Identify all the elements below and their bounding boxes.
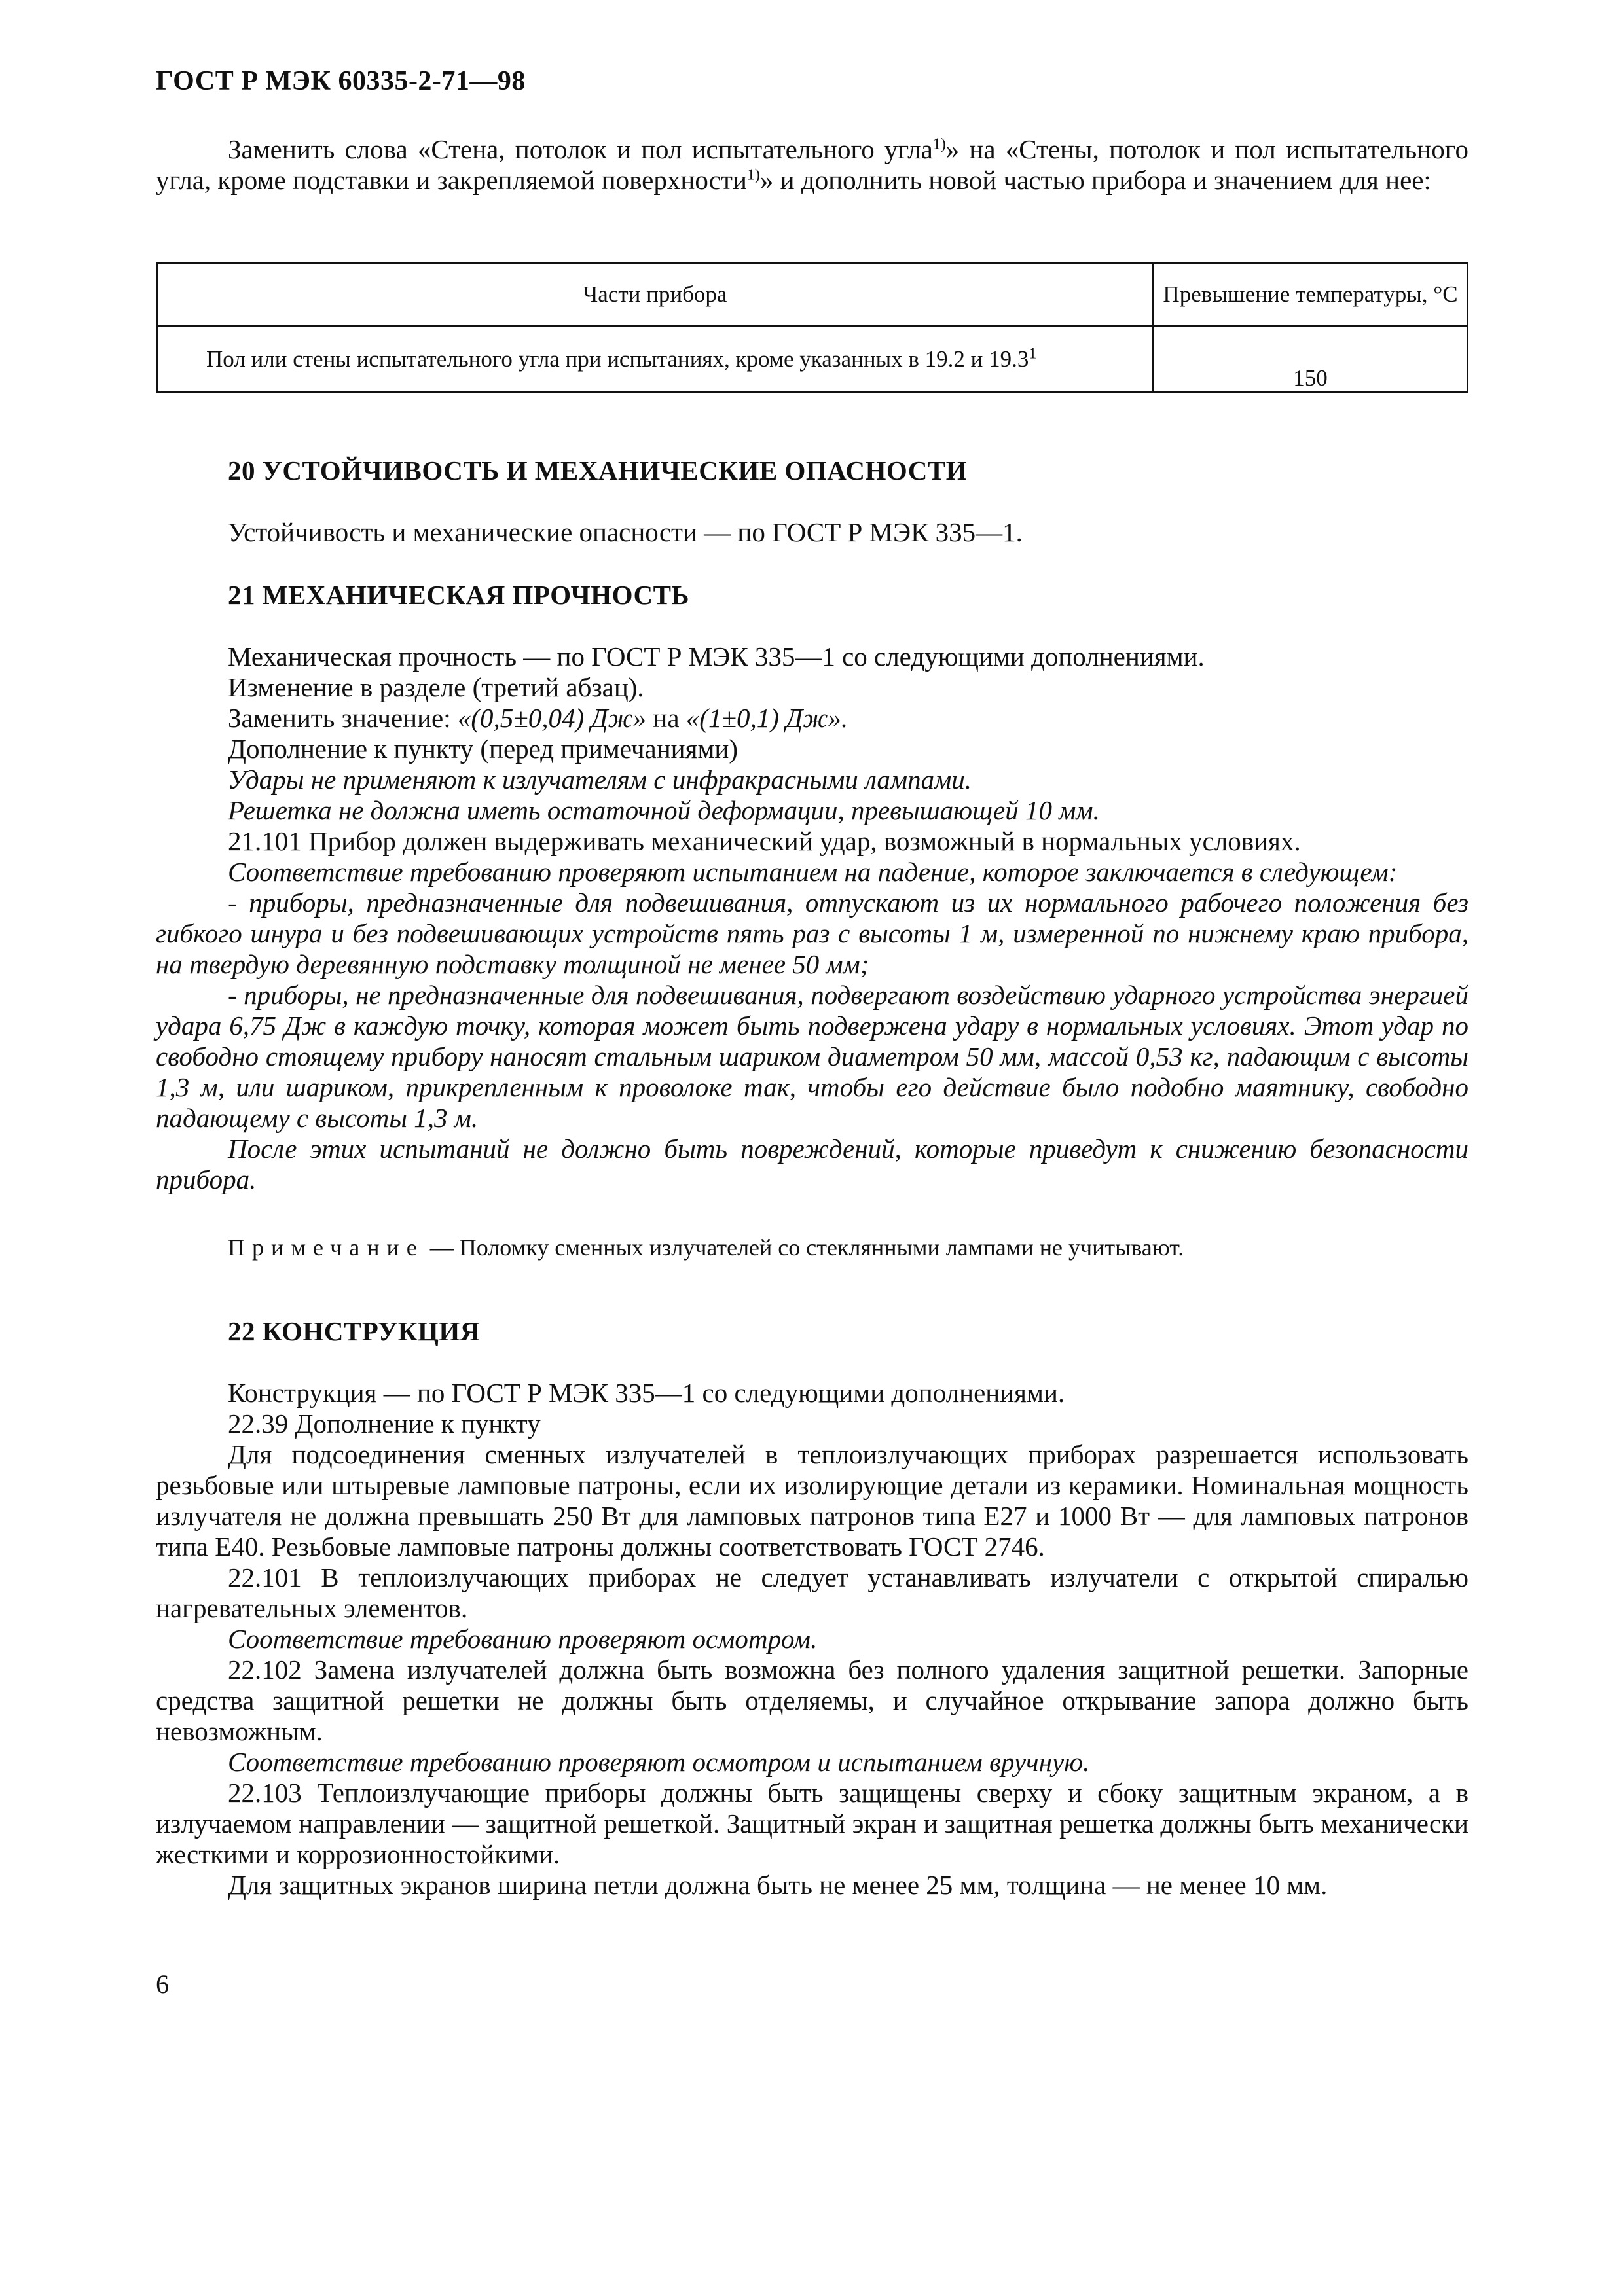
table-cell-value: 150 — [1154, 327, 1468, 393]
section-21-body: Механическая прочность — по ГОСТ Р МЭК 335—1 со следующими дополнениями. Изменение в разделе (третий абзац). Заменить значение: «(0,5±0,04) Дж» на «(1±0,1) Дж». Дополнение к пункту (перед примечаниями) Удары не применяют к излучателям с инфракрасными лампами. Решетка не должна иметь остаточной деформации, превышающей 10 мм. 21.101 Прибор должен выдерживать механический удар, возможный в нормальных условиях. Соответствие требованию проверяют испытанием на падение, которое заключается в следующем: - приборы, предназначенные для подвешивания, отпускают из их нормального рабочего положения без гибкого шнура и без подвешивающих устройств пять раз с высоты 1 м, измеренной по нижнему краю прибора, на твердую деревянную подставку толщиной не менее 50 мм; - приборы, не предназначенные для подвешивания, подвергают воздействию ударного устройства энергией удара 6,75 Дж в каждую точку, которая может быть подвержена удару в нормальных условиях. Этот удар по свободно стоящему прибору наносят стальным шариком диаметром 50 мм, массой 0,53 кг, падающим с высоты 1,3 м, или шариком, прикрепленным к проволоке так, чтобы его действие было подобно маятнику, свободно падающему с высоты 1,3 м. После этих испытаний не должно быть повреждений, которые приведут к снижению безопасности прибора. — [156, 641, 1468, 1194]
section-21-heading: 21 МЕХАНИЧЕСКАЯ ПРОЧНОСТЬ — [228, 580, 690, 610]
table-header-parts: Части прибора — [157, 263, 1154, 327]
page-number: 6 — [156, 1969, 169, 1999]
temperature-rise-table — [156, 262, 1468, 393]
document-code-header: ГОСТ Р МЭК 60335-2-71—98 — [156, 66, 526, 96]
table-header-row — [157, 263, 1468, 327]
intro-paragraph — [156, 134, 1468, 196]
section-21-note: Примечание — Поломку сменных излучателей со стеклянными лампами не учитывают. — [228, 1234, 1184, 1261]
section-20-heading: 20 УСТОЙЧИВОСТЬ И МЕХАНИЧЕСКИЕ ОПАСНОСТИ — [228, 456, 968, 486]
section-22-body: Конструкция — по ГОСТ Р МЭК 335—1 со следующими дополнениями. 22.39 Дополнение к пункту Для подсоединения сменных излучателей в теплоизлучающих приборах разрешается использовать резьбовые или штыревые ламповые патроны, если их изолирующие детали из керамики. Номинальная мощность излучателя не должна превышать 250 Вт для ламповых патронов типа E27 и 1000 Вт — для ламповых патронов типа E40. Резьбовые ламповые патроны должны соответствовать ГОСТ 2746. 22.101 В теплоизлучающих приборах не следует устанавливать излучатели с открытой спиралью нагревательных элементов. Соответствие требованию проверяют осмотром. 22.102 Замена излучателей должна быть возможна без полного удаления защитной решетки. Запорные средства защитной решетки не должны быть отделяемы, и случайное открывание запора должно быть невозможным. Соответствие требованию проверяют осмотром и испытанием вручную. 22.103 Теплоизлучающие приборы должны быть защищены сверху и сбоку защитным экраном, а в излучаемом направлении — защитной решеткой. Защитный экран и защитная решетка должны быть механически жесткими и коррозионностойкими. Для защитных экранов ширина петли должна быть не менее 25 мм, толщина — не менее 10 мм. — [156, 1378, 1468, 1900]
section-20-body: Устойчивость и механические опасности — по ГОСТ Р МЭК 335—1. — [228, 517, 1023, 547]
table-cell-part: Пол или стены испытательного угла при испытаниях, кроме указанных в 19.2 и 19.3$^1$ — [157, 327, 1154, 393]
intro-text: Заменить слова «Стена, потолок и пол испытательного угла$^{1)}$» на «Стены, потолок и пол испытательного угла, кроме подставки и закрепляемой поверхности$^{1)}$» и дополнить новой частью прибора и значением для нее: — [156, 134, 1468, 195]
section-22-heading: 22 КОНСТРУКЦИЯ — [228, 1316, 480, 1346]
table-row — [157, 327, 1468, 393]
table-header-temperature: Превышение температуры, °C — [1154, 263, 1468, 327]
